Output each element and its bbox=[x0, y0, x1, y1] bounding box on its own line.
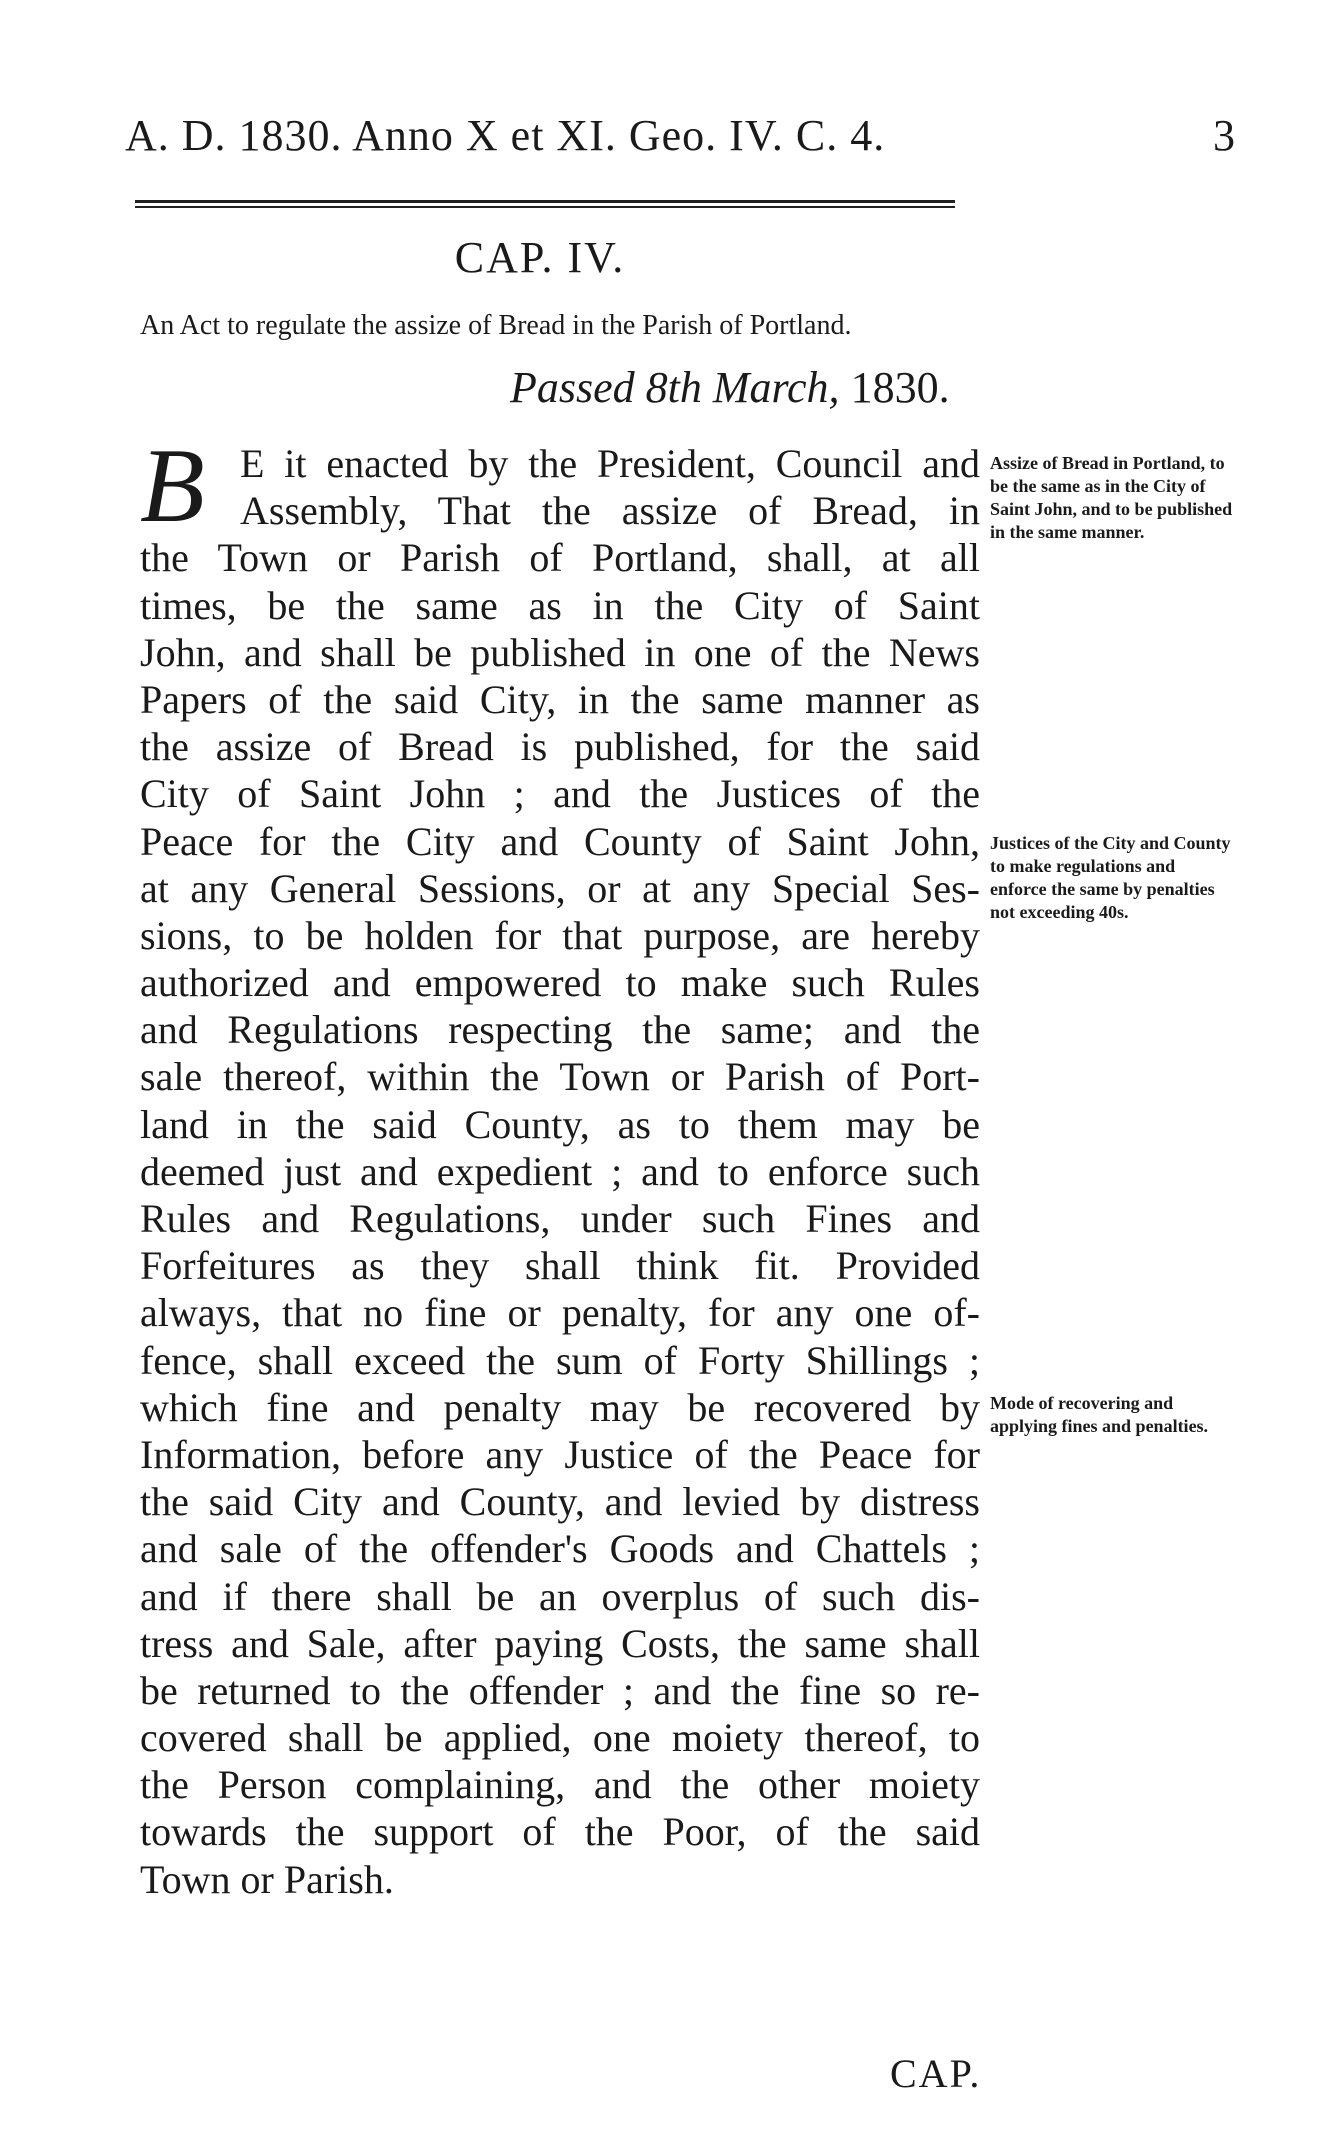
body-line: always, that no fine or penalty, for any one of- bbox=[140, 1290, 980, 1336]
body-line: the Person complaining, and the other moiety bbox=[140, 1762, 980, 1808]
body-line: and if there shall be an overplus of such dis- bbox=[140, 1573, 980, 1619]
body-line: sale thereof, within the Town or Parish of Port- bbox=[140, 1054, 980, 1100]
body-line: Papers of the said City, in the same manner as bbox=[140, 676, 980, 722]
body-line: the Town or Parish of Portland, shall, at all bbox=[140, 535, 980, 581]
body-line: Information, before any Justice of the Peace for bbox=[140, 1431, 980, 1477]
body-line: Forfeitures as they shall think fit. Provided bbox=[140, 1243, 980, 1289]
header-rule-second bbox=[135, 206, 955, 208]
body-line: Assembly, That the assize of Bread, in bbox=[240, 488, 980, 534]
body-line: and Regulations respecting the same; and the bbox=[140, 1007, 980, 1053]
running-head-text: A. D. 1830. Anno X et XI. Geo. IV. C. 4. bbox=[125, 111, 886, 160]
body-line: at any General Sessions, or at any Special Ses- bbox=[140, 865, 980, 911]
body-line: Rules and Regulations, under such Fines and bbox=[140, 1196, 980, 1241]
page-number: 3 bbox=[1213, 111, 1235, 160]
passed-date bbox=[510, 360, 950, 416]
body-line: tress and Sale, after paying Costs, the same shall bbox=[140, 1620, 980, 1666]
act-body bbox=[140, 440, 980, 1903]
margin-note-assize: Assize of Bread in Portland, to be the same as in the City of Saint John, and to be published in the same manner. bbox=[990, 453, 1233, 542]
body-line: authorized and empowered to make such Rules bbox=[140, 960, 980, 1006]
body-line: deemed just and expedient ; and to enforce such bbox=[140, 1148, 980, 1194]
passed-date-text: Passed 8th March, bbox=[510, 363, 840, 412]
body-line: Peace for the City and County of Saint John, bbox=[140, 818, 980, 864]
body-line: the said City and County, and levied by distress bbox=[140, 1479, 980, 1525]
running-header bbox=[125, 108, 1235, 164]
body-line: fence, shall exceed the sum of Forty Shillings ; bbox=[140, 1337, 980, 1383]
act-title: An Act to regulate the assize of Bread in the Parish of Portland. bbox=[140, 310, 852, 341]
margin-note-recovery: Mode of recovering and applying fines and penalties. bbox=[990, 1393, 1209, 1436]
body-line: which fine and penalty may be recovered by bbox=[140, 1384, 980, 1430]
body-line: John, and shall be published in one of the News bbox=[140, 629, 980, 675]
header-rule bbox=[135, 200, 955, 203]
body-line: land in the said County, as to them may be bbox=[140, 1101, 980, 1147]
passed-year: 1830. bbox=[850, 363, 950, 412]
catchword: CAP. bbox=[890, 2051, 982, 2096]
body-line: times, be the same as in the City of Saint bbox=[140, 582, 980, 628]
body-line: sions, to be holden for that purpose, are hereby bbox=[140, 912, 980, 958]
drop-cap: B bbox=[140, 427, 205, 544]
body-line: the assize of Bread is published, for the said bbox=[140, 724, 980, 770]
body-line: E it enacted by the President, Council and bbox=[240, 441, 980, 486]
chapter-title: CAP. IV. bbox=[454, 233, 626, 282]
margin-note-justices: Justices of the City and County to make regulations and enforce the same by penalties not exceeding 40s. bbox=[990, 833, 1231, 922]
body-line: Town or Parish. bbox=[140, 1856, 394, 1902]
body-line: be returned to the offender ; and the fine so re- bbox=[140, 1667, 980, 1713]
body-line: City of Saint John ; and the Justices of the bbox=[140, 771, 980, 817]
body-line: towards the support of the Poor, of the said bbox=[140, 1809, 980, 1855]
body-line: and sale of the offender's Goods and Chattels ; bbox=[140, 1526, 980, 1572]
body-line: covered shall be applied, one moiety thereof, to bbox=[140, 1715, 980, 1761]
